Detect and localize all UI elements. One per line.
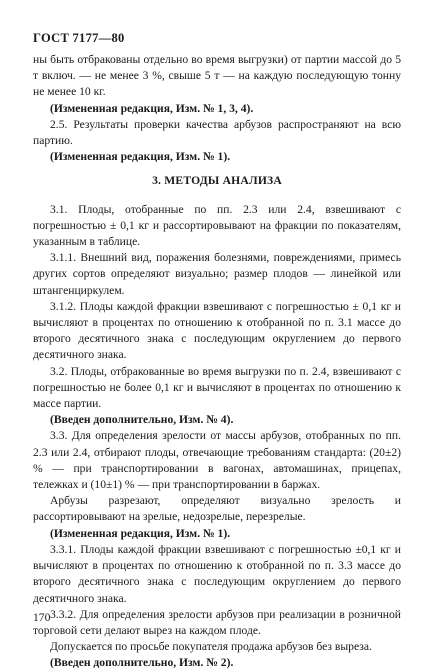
page-number: 170 — [33, 611, 51, 624]
document-body — [33, 52, 401, 672]
paragraph-3-3-2-cont: Допускается по просьбе покупателя продажа арбузов без выреза. — [50, 640, 372, 654]
section-heading: 3. МЕТОДЫ АНАЛИЗА — [152, 174, 282, 188]
paragraph-3-3-2: 3.3.2. Для определения зрелости арбузов при реализации в розничной торговой сети делают вырез на каждом плоде. — [33, 607, 401, 637]
paragraph-3-1-2: 3.1.2. Плоды каждой фракции взвешивают с погрешностью ± 0,1 кг и вычисляют в процентах по отношению к отобранной по п. 3.1 массе до второго десятичного знака с последующим округлением до первого десятичного знака. — [33, 299, 401, 362]
paragraph-continuation: ны быть отбракованы отдельно во время выгрузки) от партии массой до 5 т включ. — не менее 3 %, свыше 5 т — на каждую последующую тонну не менее 10 кг. — [33, 53, 401, 99]
paragraph-3-1: 3.1. Плоды, отобранные по пп. 2.3 или 2.4, взвешивают с погрешностью ± 0,1 кг и рассортировывают на фракции по показателям, указанным в таблице. — [33, 202, 401, 249]
paragraph-3-1-1: 3.1.1. Внешний вид, поражения болезнями, повреждениями, примесь других сортов определяют визуально; размер плодов — линейкой или штангенциркулем. — [33, 251, 401, 297]
addition-note: (Введен дополнительно, Изм. № 4). — [50, 413, 234, 427]
paragraph-3-3: 3.3. Для определения зрелости от массы арбузов, отобранных по пп. 2.3 или 2.4, отбирают плоды, отвечающие требованиям стандарта: (20±2) % — при транспортировании в вагонах, автомашинах, прицепах, тележках и (10±1) % — при транспортировании в баржах. — [33, 429, 401, 492]
paragraph-2-5: 2.5. Результаты проверки качества арбузов распространяют на всю партию. — [33, 117, 401, 148]
addition-note: (Введен дополнительно, Изм. № 2). — [50, 656, 234, 670]
paragraph-3-3-1: 3.3.1. Плоды каждой фракции взвешивают с погрешностью ±0,1 кг и вычисляют в процентах по отношению к отобранной по п. 3.3 массе до второго десятичного знака с последующим округлением до первого десятичного знака. — [33, 542, 401, 605]
edition-note: (Измененная редакция, Изм. № 1). — [50, 526, 231, 540]
paragraph-3-2: 3.2. Плоды, отбракованные во время выгрузки по п. 2.4, взвешивают с погрешностью не более 0,1 кг и вычисляют в процентах по отношению к массе партии. — [33, 364, 401, 411]
edition-note: (Измененная редакция, Изм. № 1, 3, 4). — [50, 101, 254, 115]
edition-note: (Измененная редакция, Изм. № 1). — [50, 150, 231, 164]
document-header: ГОСТ 7177—80 — [33, 31, 125, 45]
paragraph-3-3-cont: Арбузы разрезают, определяют визуально зрелость и рассортировывают на зрелые, недозрелые, перезрелые. — [33, 494, 401, 524]
